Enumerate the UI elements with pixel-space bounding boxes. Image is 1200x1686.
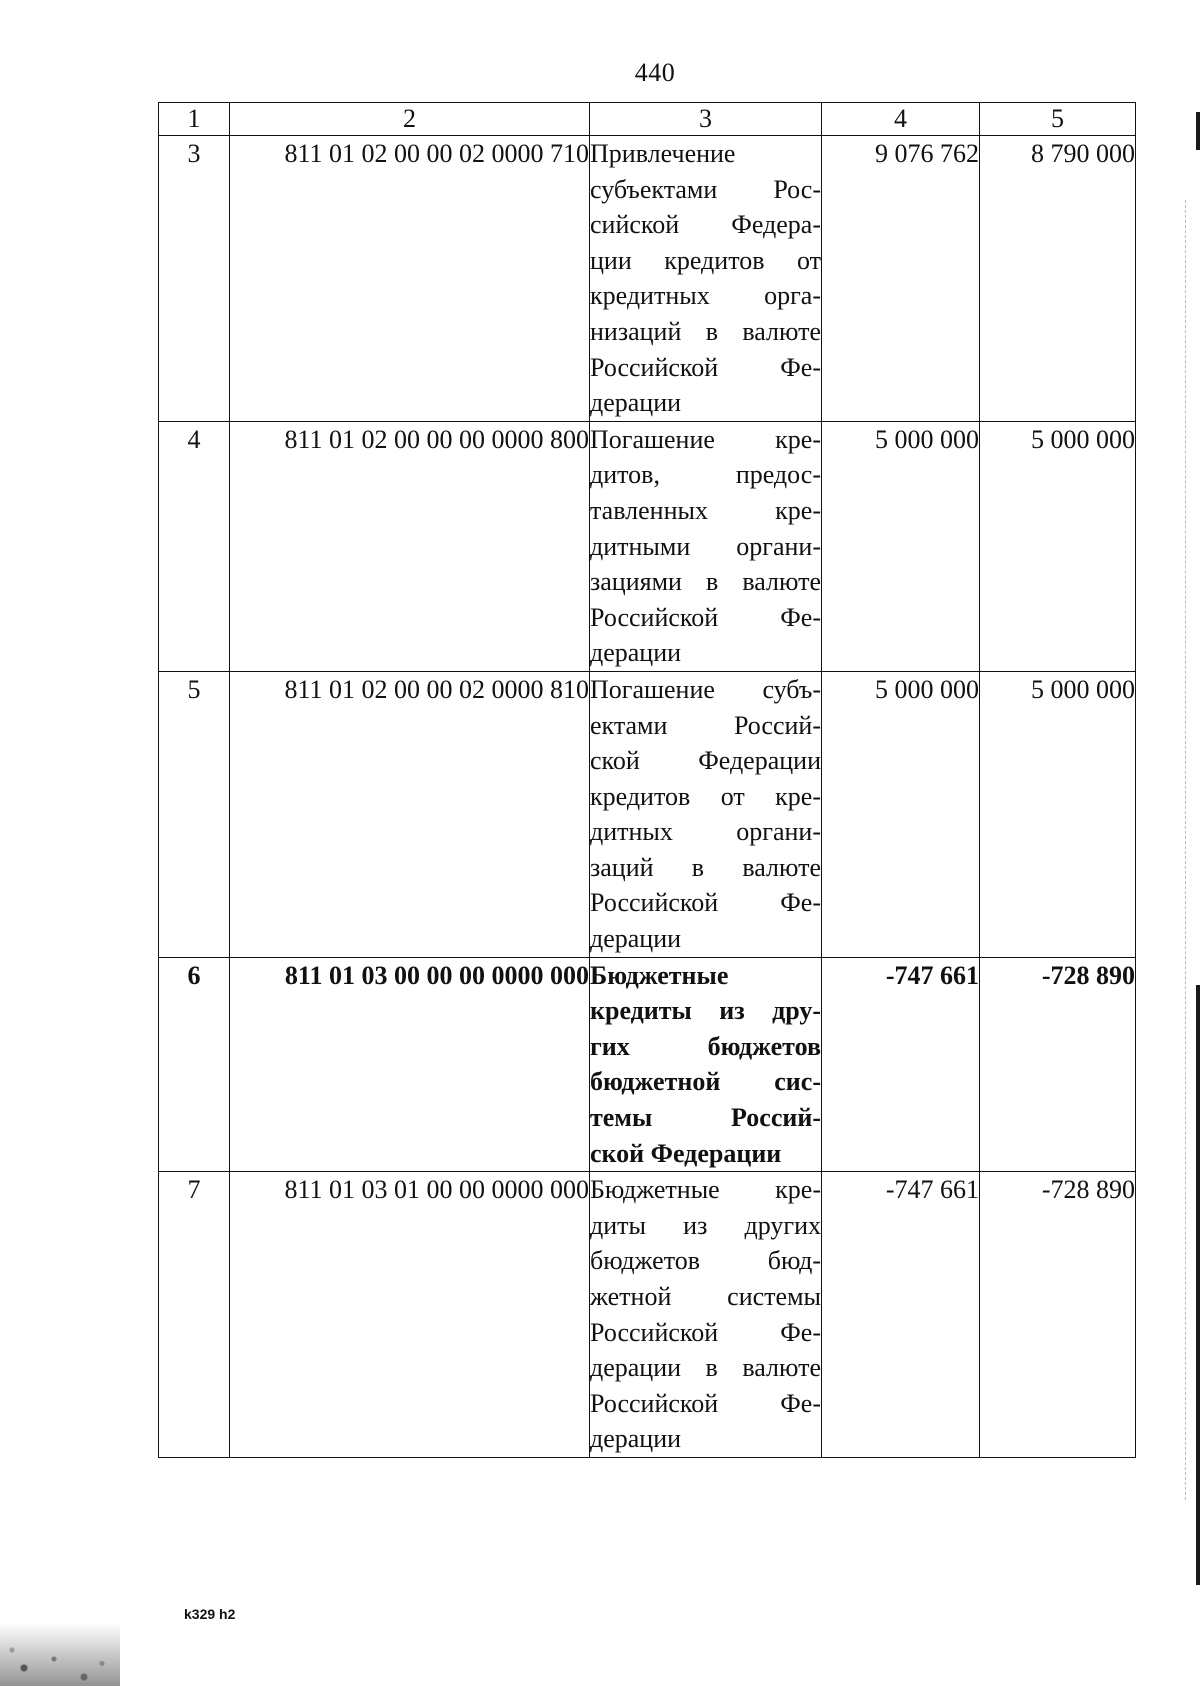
item-name-line: бюджетной сис- [590,1067,821,1097]
item-name-line: Российской Фе- [590,352,821,382]
table-row [159,421,1136,671]
header-col-3: 3 [590,103,822,136]
row-number: 4 [159,421,230,671]
amount-col-4: 9 076 762 [822,136,980,422]
item-name-line: кредитов от кре- [590,781,821,811]
item-name [590,671,822,957]
item-name [590,136,822,422]
row-number: 3 [159,136,230,422]
header-row [159,103,1136,136]
budget-code: 811 01 02 00 00 02 0000 810 [230,671,590,957]
item-name [590,1172,822,1458]
table-row [159,671,1136,957]
item-name-line: гих бюджетов [590,1031,821,1061]
row-number: 6 [159,957,230,1172]
item-name-line: дерации [590,388,682,418]
item-name-line: Погашение субъ- [590,674,821,704]
budget-code: 811 01 02 00 00 00 0000 800 [230,421,590,671]
item-name-line: дерации [590,638,682,668]
budget-code: 811 01 03 01 00 00 0000 000 [230,1172,590,1458]
item-name-line: ской Федерации [590,1138,782,1168]
amount-col-4: -747 661 [822,957,980,1172]
item-name-line: дитных органи- [590,817,821,847]
table-row [159,957,1136,1172]
item-name-line: диты из других [590,1210,821,1240]
item-name-line: Российской Фе- [590,602,821,632]
amount-col-5: -728 890 [980,957,1136,1172]
item-name-line: бюджетов бюд- [590,1246,821,1276]
item-name-line: кредитных орга- [590,281,821,311]
header-col-5: 5 [980,103,1136,136]
item-name-line: Погашение кре- [590,424,821,454]
scan-noise [0,1596,120,1686]
item-name-line: дерации [590,1424,682,1454]
amount-col-4: 5 000 000 [822,421,980,671]
header-col-4: 4 [822,103,980,136]
table-body [159,136,1136,1458]
amount-col-5: 5 000 000 [980,421,1136,671]
item-name-line: Привлечение [590,139,736,168]
amount-col-4: -747 661 [822,1172,980,1458]
item-name-line: заций в валюте [590,852,821,882]
header-col-2: 2 [230,103,590,136]
footer-code: k329 h2 [184,1606,236,1622]
item-name-line: дерации в валюте [590,1353,821,1383]
item-name-line: сийской Федера- [590,210,821,240]
item-name [590,421,822,671]
item-name-line: жетной системы [590,1282,821,1311]
page-number: 440 [634,58,676,87]
item-name-line: ской Федерации [590,746,821,776]
item-name-line: дитов, предос- [590,460,821,490]
scan-artifact [1185,200,1186,1500]
table-row [159,136,1136,422]
scan-edge-mark [1196,112,1200,150]
item-name-line: низаций в валюте [590,316,821,346]
item-name-line: Бюджетные кре- [590,1175,821,1205]
item-name-line: темы Россий- [590,1103,821,1133]
item-name-line: кредиты из дру- [590,996,821,1026]
item-name-line: субъектами Рос- [590,174,821,204]
item-name-line: дерации [590,924,682,954]
item-name-line: зациями в валюте [590,567,821,597]
amount-col-5: 5 000 000 [980,671,1136,957]
row-number: 5 [159,671,230,957]
budget-code: 811 01 03 00 00 00 0000 000 [230,957,590,1172]
budget-code: 811 01 02 00 00 02 0000 710 [230,136,590,422]
amount-col-5: 8 790 000 [980,136,1136,422]
header-col-1: 1 [159,103,230,136]
table-row [159,1172,1136,1458]
item-name-line: Российской Фе- [590,1388,821,1418]
item-name-line: ции кредитов от [590,245,821,275]
amount-col-4: 5 000 000 [822,671,980,957]
item-name-line: тавленных кре- [590,495,821,525]
budget-table [158,102,1136,1458]
row-number: 7 [159,1172,230,1458]
item-name-line: Российской Фе- [590,888,821,918]
item-name-line: ектами Россий- [590,710,821,740]
item-name-line: Бюджетные [590,960,729,990]
amount-col-5: -728 890 [980,1172,1136,1458]
scan-edge-mark [1196,985,1200,1585]
item-name [590,957,822,1172]
item-name-line: Российской Фе- [590,1317,821,1347]
item-name-line: дитными органи- [590,531,821,561]
